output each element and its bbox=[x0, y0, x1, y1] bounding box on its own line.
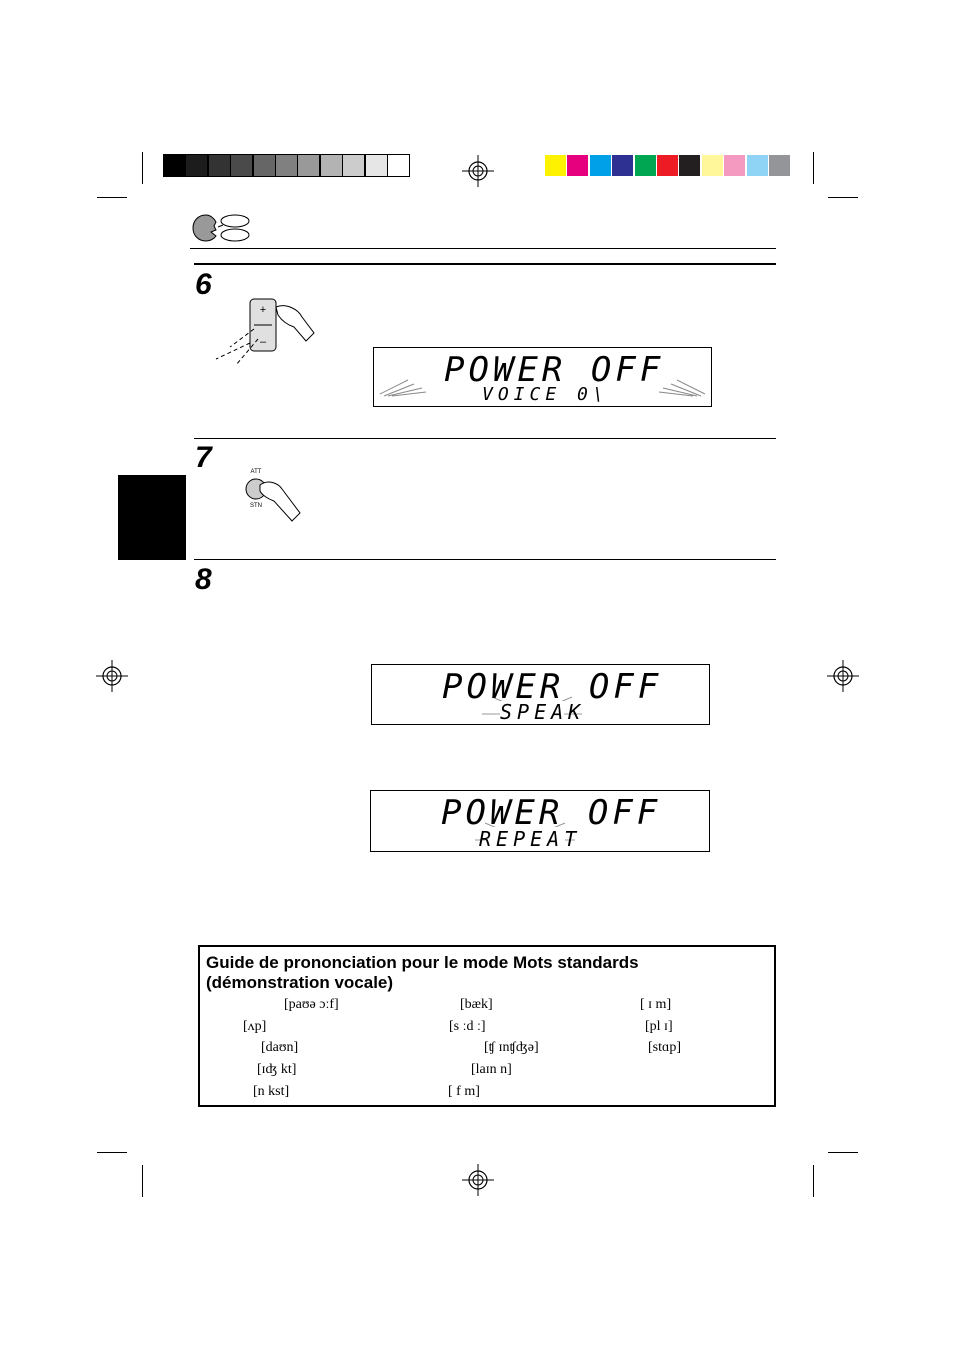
crop-mark bbox=[828, 1152, 858, 1153]
svg-text:–: – bbox=[259, 336, 267, 348]
color-swatch bbox=[702, 155, 723, 176]
lcd-sub-text: SPEAK bbox=[500, 700, 586, 724]
lcd-sub-text: VOICE 0\ bbox=[482, 384, 609, 405]
gray-swatch bbox=[276, 155, 297, 176]
color-swatch bbox=[567, 155, 588, 176]
registration-target-icon bbox=[827, 660, 859, 692]
pron-item: [ɪʤ kt] bbox=[257, 1062, 297, 1077]
pron-item: [daʊn] bbox=[261, 1040, 299, 1055]
lcd-main-text: POWER OFF bbox=[441, 793, 662, 833]
color-swatch bbox=[657, 155, 678, 176]
att-label: ATT bbox=[250, 469, 262, 475]
color-swatch bbox=[635, 155, 656, 176]
step-number: 6 bbox=[195, 268, 212, 301]
registration-target-icon bbox=[462, 1164, 494, 1196]
color-swatch bbox=[724, 155, 745, 176]
color-swatch bbox=[769, 155, 790, 176]
gray-swatch bbox=[231, 155, 252, 176]
step-number: 7 bbox=[195, 441, 212, 474]
lcd-main-text: POWER OFF bbox=[442, 667, 663, 707]
step-divider bbox=[194, 438, 776, 439]
lcd-display-speak bbox=[371, 664, 710, 725]
crop-mark bbox=[828, 197, 858, 198]
gray-swatch bbox=[321, 155, 342, 176]
step-divider bbox=[194, 263, 776, 265]
gray-swatch bbox=[366, 155, 387, 176]
gray-swatch bbox=[298, 155, 319, 176]
crop-mark bbox=[142, 152, 143, 184]
guide-title: Guide de prononciation pour le mode Mots standards (démonstration vocale) bbox=[206, 953, 639, 992]
crop-mark bbox=[97, 1152, 127, 1153]
lcd-display-voice bbox=[373, 347, 712, 407]
pron-item: [bæk] bbox=[460, 997, 493, 1012]
lcd-glow-right-icon bbox=[657, 374, 707, 398]
color-swatch bbox=[747, 155, 768, 176]
lcd-glow-left-icon bbox=[378, 374, 428, 398]
step-number: 8 bbox=[195, 563, 212, 596]
color-swatch bbox=[679, 155, 700, 176]
gray-swatch bbox=[388, 155, 409, 176]
svg-text:+: + bbox=[259, 304, 267, 316]
crop-mark bbox=[97, 197, 127, 198]
pron-item: [stɑp] bbox=[648, 1040, 681, 1055]
speaking-head-icon bbox=[190, 212, 252, 244]
step-divider bbox=[194, 559, 776, 560]
color-swatch bbox=[545, 155, 566, 176]
lcd-sub-text: REPEAT bbox=[479, 827, 582, 851]
pron-item: [s ːd ː] bbox=[449, 1019, 486, 1034]
gray-swatch bbox=[254, 155, 275, 176]
pron-item: [ʌp] bbox=[243, 1019, 267, 1034]
pron-item: [ f m] bbox=[448, 1084, 480, 1099]
language-side-tab bbox=[118, 475, 186, 560]
pron-item: [ʧ ɪnʧʤə] bbox=[484, 1040, 539, 1055]
gray-swatch bbox=[209, 155, 230, 176]
color-swatch bbox=[612, 155, 633, 176]
crop-mark bbox=[813, 152, 814, 184]
crop-mark bbox=[813, 1165, 814, 1197]
pron-item: [ ɪ m] bbox=[640, 997, 672, 1012]
color-swatch bbox=[590, 155, 611, 176]
gray-swatch bbox=[186, 155, 207, 176]
pron-item: [paʊə ɔːf] bbox=[284, 997, 339, 1012]
pron-item: [n kst] bbox=[253, 1084, 290, 1099]
lcd-display-repeat bbox=[370, 790, 710, 852]
pron-item: [laɪn n] bbox=[471, 1062, 512, 1077]
stn-label: STN bbox=[250, 503, 262, 509]
volume-control-icon[interactable] bbox=[210, 295, 320, 377]
pron-item: [pl ɪ] bbox=[645, 1019, 673, 1034]
header-rule bbox=[190, 248, 776, 249]
registration-target-icon bbox=[96, 660, 128, 692]
att-button-icon[interactable] bbox=[238, 465, 308, 529]
registration-target-icon bbox=[462, 155, 494, 187]
crop-mark bbox=[142, 1165, 143, 1197]
gray-swatch bbox=[164, 155, 185, 176]
gray-swatch bbox=[343, 155, 364, 176]
pronunciation-guide bbox=[198, 945, 776, 1107]
lcd-main-text: POWER OFF bbox=[444, 350, 665, 390]
